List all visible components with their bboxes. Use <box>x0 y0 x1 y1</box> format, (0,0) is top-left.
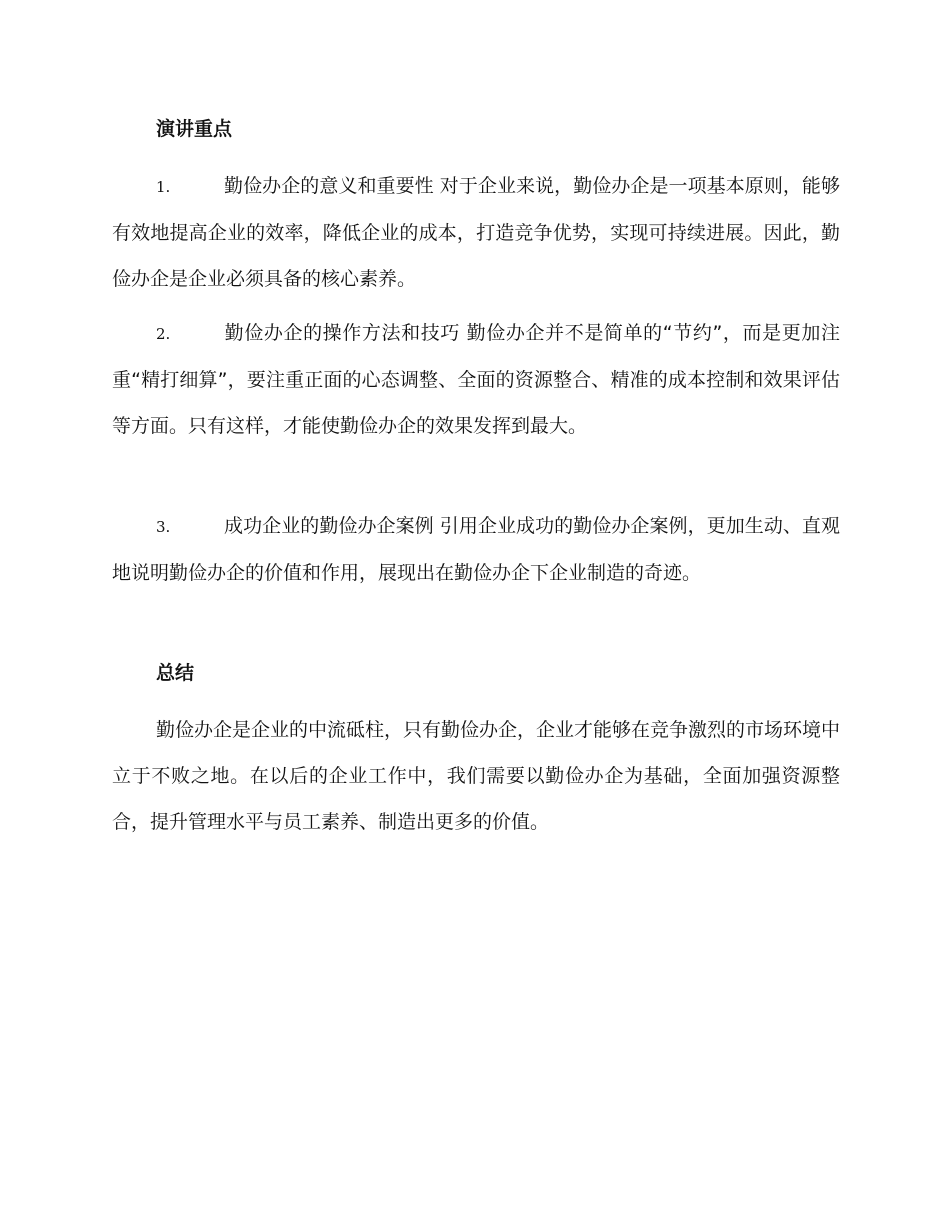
summary-paragraph: 勤俭办企是企业的中流砥柱，只有勤俭办企，企业才能够在竞争激烈的市场环境中立于不败之地。在以后的企业工作中，我们需要以勤俭办企为基础，全面加强资源整合，提升管理水平与员工素养、制造出更多的价值。 <box>112 719 841 833</box>
list-item-2 <box>112 310 840 449</box>
list-item-1 <box>112 163 840 302</box>
list-item-number: 1. <box>156 178 171 196</box>
list-item-3 <box>112 503 840 596</box>
list-item-text: 勤俭办企的意义和重要性 对于企业来说，勤俭办企是一项基本原则，能够有效地提高企业的效率，降低企业的成本，打造竞争优势，实现可持续进展。因此，勤俭办企是企业必须具备的核心素养。 <box>112 175 840 290</box>
list-item-number: 2. <box>156 325 171 343</box>
summary-heading: 总结 <box>156 662 195 684</box>
keypoints-heading: 演讲重点 <box>156 118 233 140</box>
list-item-text: 成功企业的勤俭办企案例 引用企业成功的勤俭办企案例，更加生动、直观地说明勤俭办企的价值和作用，展现出在勤俭办企下企业制造的奇迹。 <box>112 515 840 584</box>
list-item-text: 勤俭办企的操作方法和技巧 勤俭办企并不是简单的“节约”，而是更加注重“精打细算”，要注重正面的心态调整、全面的资源整合、精准的成本控制和效果评估等方面。只有这样，才能使勤俭办企的效果发挥到最大。 <box>112 322 840 437</box>
list-item-number: 3. <box>156 518 171 536</box>
